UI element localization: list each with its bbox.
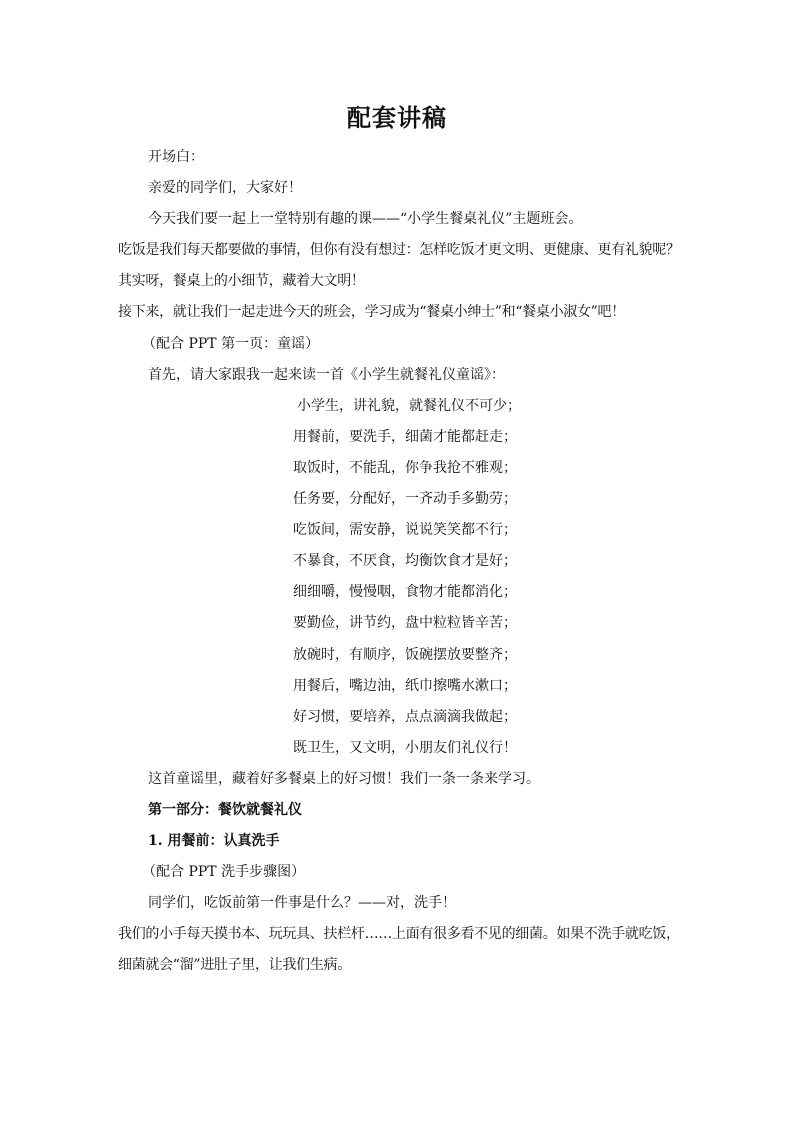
poem-block [0, 391, 794, 764]
poem-intro-paragraph: 首先，请大家跟我一起来读一首《小学生就餐礼仪童谣》： [148, 366, 505, 383]
poem-line: 用餐后，嘴边油，纸巾擦嘴水漱口； [293, 677, 517, 694]
poem-line: 不暴食，不厌食，均衡饮食才是好； [293, 553, 517, 570]
poem-line: 要勤俭，讲节约，盘中粒粒皆辛苦； [293, 615, 517, 632]
intro-paragraph-1: 今天我们要一起上一堂特别有趣的课——“小学生餐桌礼仪”主题班会。 [148, 211, 583, 228]
poem-line: 好习惯，要培养，点点滴滴我做起； [293, 708, 517, 725]
document-body [0, 142, 794, 982]
opening-label: 开场白： [148, 149, 204, 165]
poem-line: 取饭时，不能乱，你争我抢不雅观； [293, 459, 517, 476]
intro-paragraph-3: 其实呀，餐桌上的小细节，藏着大文明！ [118, 273, 365, 290]
poem-line: 任务要，分配好，一齐动手多勤劳； [293, 491, 517, 508]
poem-line: 用餐前，要洗手，细菌才能都赶走； [293, 428, 517, 445]
ppt-note-2: （配合 PPT 洗手步骤图） [142, 864, 306, 881]
poem-line: 吃饭间，需安静，说说笑笑都不行； [293, 522, 517, 539]
question-paragraph: 同学们，吃饭前第一件事是什么？——对，洗手！ [148, 895, 456, 912]
greeting-paragraph: 亲爱的同学们，大家好！ [148, 180, 302, 197]
intro-paragraph-2: 吃饭是我们每天都要做的事情，但你有没有想过：怎样吃饭才更文明、更健康、更有礼貌呢？ [118, 242, 680, 259]
explain-paragraph-1: 我们的小手每天摸书本、玩玩具、扶栏杆……上面有很多看不见的细菌。如果不洗手就吃饭， [118, 926, 680, 943]
intro-paragraph-4: 接下来，就让我们一起走进今天的班会，学习成为“餐桌小绅士”和“餐桌小淑女”吧！ [118, 304, 625, 321]
poem-line: 细细嚼，慢慢咽，食物才能都消化； [293, 584, 517, 601]
poem-summary-paragraph: 这首童谣里，藏着好多餐桌上的好习惯！我们一条一条来学习。 [148, 770, 540, 787]
explain-paragraph-2: 细菌就会“溜”进肚子里，让我们生病。 [118, 957, 351, 974]
section-1-heading: 1. 用餐前：认真洗手 [148, 833, 280, 850]
ppt-note-1: （配合 PPT 第一页：童谣） [142, 335, 320, 352]
poem-line: 放碗时，有顺序，饭碗摆放要整齐； [293, 646, 517, 663]
document-title: 配套讲稿 [347, 103, 447, 132]
part-1-heading: 第一部分：餐饮就餐礼仪 [148, 801, 302, 818]
poem-line: 小学生，讲礼貌，就餐礼仪不可少； [297, 397, 521, 414]
poem-line: 既卫生，又文明，小朋友们礼仪行！ [293, 739, 517, 756]
